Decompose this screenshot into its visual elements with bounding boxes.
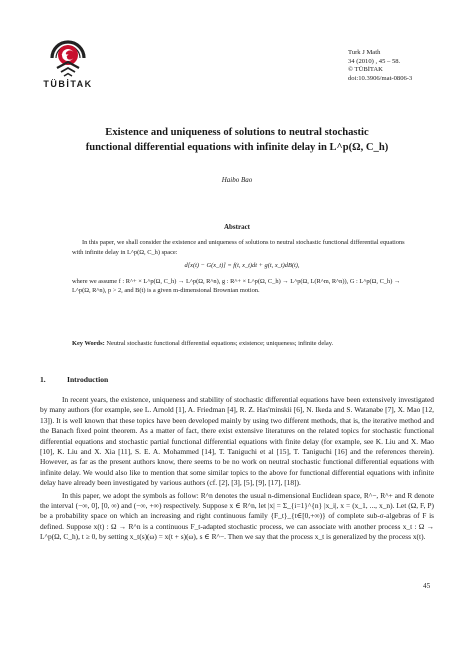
body-text	[40, 395, 434, 545]
paper-title	[40, 125, 434, 155]
journal-doi: doi:10.3906/mat-0806-3	[348, 74, 413, 82]
tubitak-logo	[40, 34, 96, 89]
journal-info	[348, 49, 412, 83]
keywords-text: Neutral stochastic functional differential equations; existence; uniqueness; infinite delay.	[106, 340, 334, 347]
title-line-2: functional differential equations with infinite delay in L^p(Ω, C_h)	[85, 142, 389, 153]
section-title: Introduction	[67, 375, 109, 384]
tubitak-emblem-icon	[48, 34, 88, 78]
abstract-heading: Abstract	[223, 223, 251, 231]
section-heading	[40, 375, 108, 384]
body-paragraph-2: In this paper, we adopt the symbols as follow: R^n denotes the usual n-dimensional Euclidean space, R^−, R^+ and R denote the interval (−∞, 0], [0, ∞) and (−∞, +∞) respectively. Suppose x ∈ R^n, let |x| = Σ_{i=1}^{n} |x_i|, x = (x_1, ..., x_n). Let (Ω, F, P) be a probability space on which an increasing and right continuous family {F_t}_{t∈[0,+∞)} of complete sub-σ-algebras of F is defined. Suppose x(t) : Ω → R^n is a continuous F_t-adapted stochastic process, we can associate with another process x_t : Ω → L^p(Ω, C_h), t ≥ 0, by setting x_t(s)(ω) = x(t + s)(ω), s ∈ R^−. Then we say that the process x_t is generalized by the process x(t).	[40, 490, 434, 542]
logo-wordmark: TÜBİTAK	[43, 79, 93, 89]
section-number: 1.	[40, 375, 46, 384]
page-number: 45	[423, 582, 431, 590]
abstract-paragraph-2: where we assume f : R^+ × L^p(Ω, C_h) → L^p(Ω, R^n), g : R^+ × L^p(Ω, C_h) → L^p(Ω, L(R^m, R^n)), G : L^p(Ω, C_h) → L^p(Ω, R^n), p > 2, and B(t) is a given m-dimensional Brownian motion.	[72, 277, 401, 295]
abstract-paragraph-1: In this paper, we shall consider the existence and uniqueness of solutions to neutral stochastic functional differential equations with infinite delay in L^p(Ω, C_h) space:	[72, 239, 405, 256]
journal-name: Turk J Math	[348, 49, 381, 56]
keywords	[72, 339, 412, 348]
author-name: Haibo Bao	[221, 176, 253, 184]
abstract-body	[72, 238, 412, 296]
abstract-equation: d[x(t) − G(x_t)] = f(t, x_t)dt + g(t, x_t)dB(t),	[184, 262, 300, 270]
title-line-1: Existence and uniqueness of solutions to neutral stochastic	[105, 127, 369, 138]
keywords-label: Key Words:	[72, 340, 105, 347]
journal-copyright: © TÜBİTAK	[348, 66, 383, 74]
body-paragraph-1: In recent years, the existence, uniqueness and stability of stochastic differential equations have been extensively investigated by many authors (for example, see L. Arnold [1], A. Friedman [4], R. Z. Has'minskii [6], N. Ikeda and S. Watanabe [7], X. Mao [12, 13]). It is well known that these topics have been developed mainly by using two different methods, that is, the iterative method and the Banach fixed point theorem. As a matter of fact, there exist extensive literatures on the related topics for stochastic functional differential equations and stochastic partial functional differential equations with finite delay (for example, see K. Liu and X. Mao [10], K. Liu and X. Xia [11], S. E. A. Mohammed [14], T. Taniguchi et al [15], T. Taniguchi [16] and the references therein). However, as far as the present authors know, there seems to be no work on neutral stochastic functional differential equations with infinite delay. We would also like to mention that some similar topics to the above for functional differential equations with infinite delay have already been investigated by various authors (cf. [2], [3], [5], [9], [17], [18]).	[40, 395, 434, 488]
journal-volume: 34 (2010) , 45 – 58.	[348, 57, 401, 65]
